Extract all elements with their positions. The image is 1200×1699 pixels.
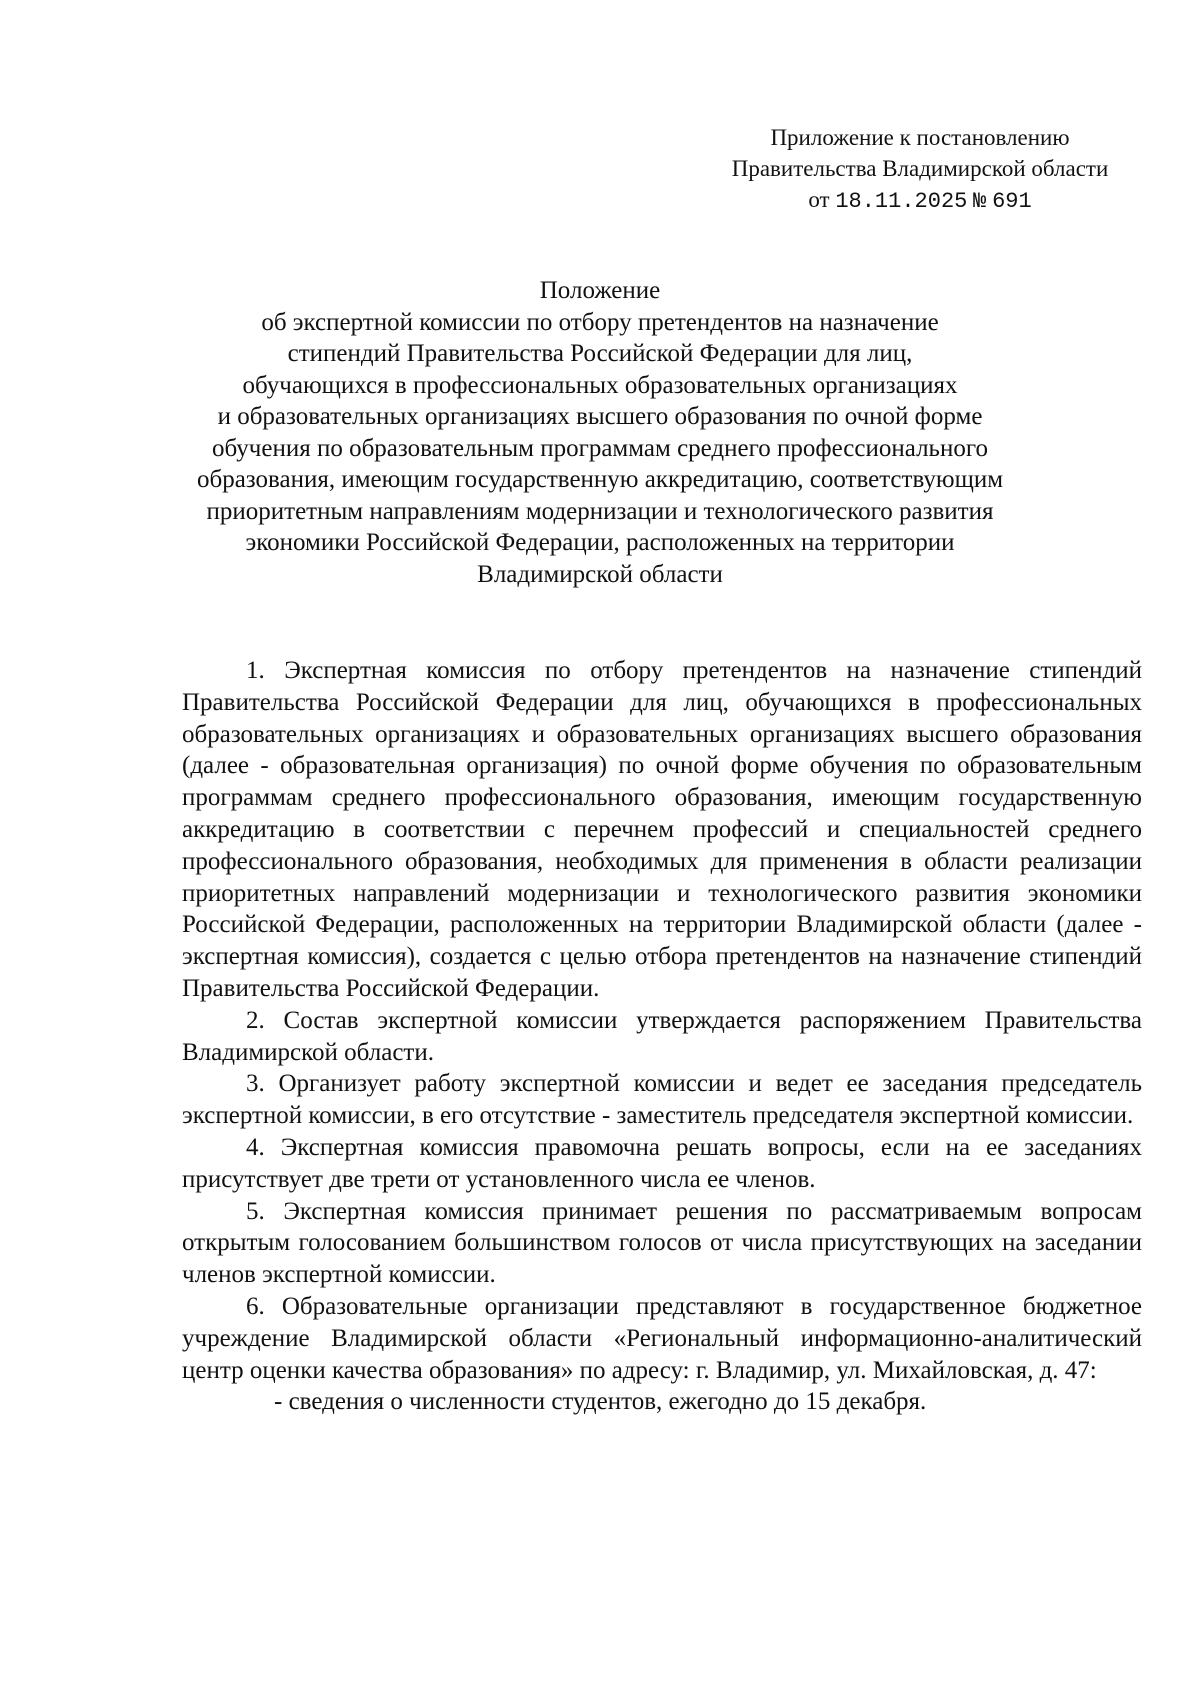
title-line: образования, имеющим государственную аккредитацию, соответствующим	[196, 466, 1004, 493]
title-line: приоритетным направлениям модернизации и технологического развития	[206, 497, 994, 525]
paragraph-1: 1. Экспертная комиссия по отбору претендентов на назначение стипендий Правительства Российской Федерации для лиц, обучающихся в профессиональных образовательных организациях и образовательных организациях высшего образования (далее - образовательная организация) по очной форме обучения по образовательным программам среднего профессионального образования, имеющим государственную аккредитацию в соответствии с перечнем профессий и специальностей среднего профессионального образования, необходимых для применения в области реализации приоритетных направлений модернизации и технологического развития экономики Российской Федерации, расположенных на территории Владимирской области (далее - экспертная комиссия), создается с целью отбора претендентов на назначение стипендий Правительства Российской Федерации.	[182, 657, 1142, 1002]
header-line-2: Правительства Владимирской области	[731, 156, 1109, 181]
title-line: Владимирской области	[477, 560, 723, 588]
appendix-header	[720, 122, 1120, 217]
paragraph-4: 4. Экспертная комиссия правомочна решать вопросы, если на ее заседаниях присутствует две трети от установленного числа ее членов.	[182, 1133, 1142, 1193]
list-item: - сведения о численности студентов, ежегодно до 15 декабря.	[274, 1388, 927, 1416]
document-title	[150, 275, 1050, 590]
title-line: экономики Российской Федерации, расположенных на территории	[245, 529, 955, 556]
title-line: стипендий Правительства Российской Федерации для лиц,	[287, 340, 913, 367]
header-line-1: Приложение к постановлению	[770, 125, 1070, 150]
paragraph-5: 5. Экспертная комиссия принимает решения по рассматриваемым вопросам открытым голосованием большинством голосов от числа присутствующих на заседании членов экспертной комиссии.	[182, 1197, 1142, 1289]
number-sign: №	[973, 189, 987, 214]
header-date-line	[720, 184, 1120, 217]
title-line: и образовательных организациях высшего образования по очной форме	[217, 403, 983, 430]
paragraph-6: 6. Образовательные организации представляют в государственное бюджетное учреждение Владимирской области «Региональный информационно-аналитический центр оценки качества образования» по адресу: г. Владимир, ул. Михайловская, д. 47:	[182, 1292, 1142, 1384]
title-heading: Положение	[539, 277, 661, 304]
title-line: обучающихся в профессиональных образовательных организациях	[242, 371, 958, 399]
title-line: обучения по образовательным программам среднего профессионального	[212, 434, 988, 462]
paragraph-2: 2. Состав экспертной комиссии утверждается распоряжением Правительства Владимирской области.	[182, 1006, 1142, 1066]
date-prefix: от	[808, 187, 830, 212]
document-body	[182, 655, 1142, 1418]
document-date: 18.11.2025	[835, 189, 968, 214]
title-line: об экспертной комиссии по отбору претендентов на назначение	[261, 308, 939, 336]
document-number: 691	[992, 189, 1032, 214]
paragraph-3: 3. Организует работу экспертной комиссии и ведет ее заседания председатель экспертной комиссии, в его отсутствие - заместитель председателя экспертной комиссии.	[182, 1070, 1142, 1130]
